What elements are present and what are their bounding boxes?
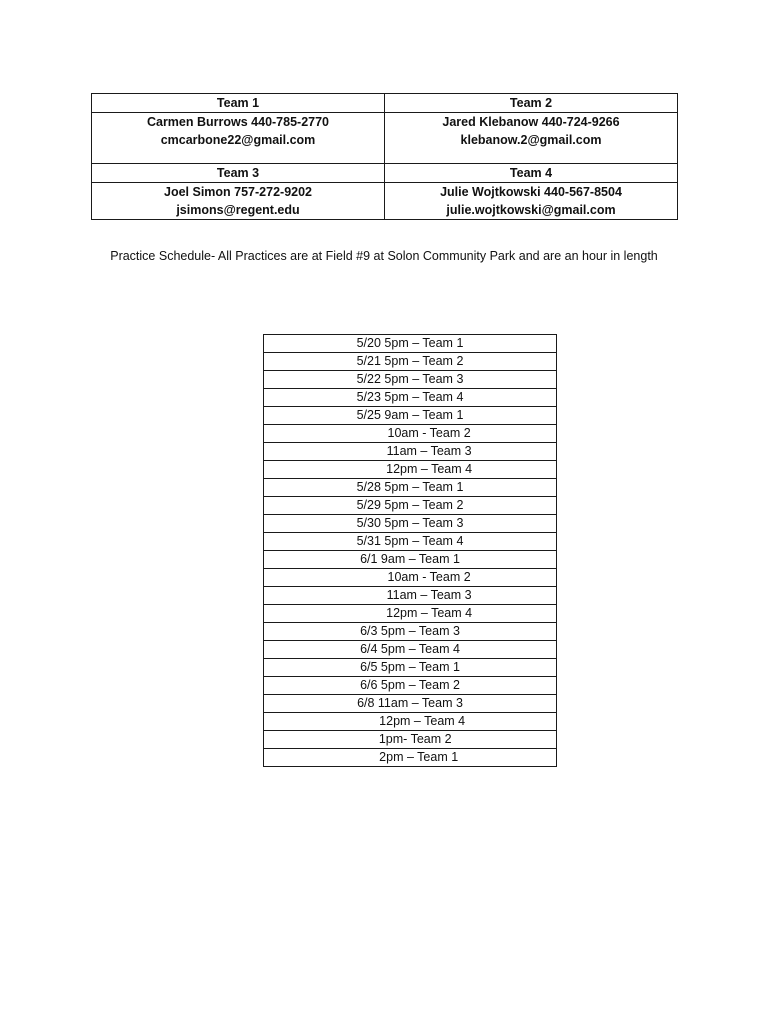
schedule-entry: 6/8 11am – Team 3 [264, 695, 557, 713]
schedule-entry: 5/20 5pm – Team 1 [264, 335, 557, 353]
team-3-contact [92, 183, 385, 220]
schedule-entry: 5/30 5pm – Team 3 [264, 515, 557, 533]
team-3-coach-phone: Joel Simon 757-272-9202 [164, 185, 312, 199]
schedule-entry: 6/5 5pm – Team 1 [264, 659, 557, 677]
schedule-entry: 11am – Team 3 [264, 443, 557, 461]
schedule-row [264, 605, 557, 623]
schedule-entry: 6/4 5pm – Team 4 [264, 641, 557, 659]
schedule-row [264, 587, 557, 605]
schedule-entry: 12pm – Team 4 [264, 713, 557, 731]
schedule-row [264, 353, 557, 371]
team-2-header: Team 2 [385, 94, 678, 113]
team-4-email: julie.wojtkowski@gmail.com [446, 203, 616, 217]
team-header-row [92, 164, 678, 183]
schedule-entry: 11am – Team 3 [264, 587, 557, 605]
schedule-entry: 6/1 9am – Team 1 [264, 551, 557, 569]
schedule-row [264, 533, 557, 551]
schedule-row [264, 677, 557, 695]
schedule-row [264, 713, 557, 731]
schedule-row [264, 443, 557, 461]
schedule-entry: 1pm- Team 2 [264, 731, 557, 749]
schedule-row [264, 551, 557, 569]
schedule-entry: 6/6 5pm – Team 2 [264, 677, 557, 695]
schedule-entry: 10am - Team 2 [264, 569, 557, 587]
team-2-coach-phone: Jared Klebanow 440-724-9266 [442, 115, 620, 129]
schedule-row [264, 461, 557, 479]
team-1-contact [92, 113, 385, 164]
schedule-row [264, 515, 557, 533]
schedule-row [264, 425, 557, 443]
schedule-entry: 2pm – Team 1 [264, 749, 557, 767]
schedule-entry: 12pm – Team 4 [264, 605, 557, 623]
schedule-row [264, 731, 557, 749]
practice-schedule-table [263, 334, 557, 767]
schedule-entry: 5/23 5pm – Team 4 [264, 389, 557, 407]
schedule-entry: 12pm – Team 4 [264, 461, 557, 479]
team-contact-row [92, 183, 678, 220]
schedule-row [264, 389, 557, 407]
team-1-email: cmcarbone22@gmail.com [160, 133, 316, 147]
schedule-entry: 5/31 5pm – Team 4 [264, 533, 557, 551]
schedule-entry: 5/22 5pm – Team 3 [264, 371, 557, 389]
team-1-header: Team 1 [92, 94, 385, 113]
schedule-row [264, 623, 557, 641]
team-4-coach-phone: Julie Wojtkowski 440-567-8504 [440, 185, 622, 199]
schedule-entry: 5/21 5pm – Team 2 [264, 353, 557, 371]
schedule-row [264, 335, 557, 353]
schedule-row [264, 497, 557, 515]
schedule-entry: 10am - Team 2 [264, 425, 557, 443]
schedule-entry: 5/29 5pm – Team 2 [264, 497, 557, 515]
team-3-header: Team 3 [92, 164, 385, 183]
schedule-row [264, 641, 557, 659]
schedule-row [264, 659, 557, 677]
team-4-contact [385, 183, 678, 220]
team-1-coach-phone: Carmen Burrows 440-785-2770 [146, 115, 330, 129]
team-4-header: Team 4 [385, 164, 678, 183]
schedule-row [264, 569, 557, 587]
schedule-row [264, 479, 557, 497]
team-header-row [92, 94, 678, 113]
team-3-email: jsimons@regent.edu [176, 203, 300, 217]
schedule-row [264, 749, 557, 767]
schedule-row [264, 371, 557, 389]
team-contacts-table [91, 93, 678, 220]
schedule-entry: 5/28 5pm – Team 1 [264, 479, 557, 497]
team-2-contact [385, 113, 678, 164]
team-contact-row [92, 113, 678, 164]
practice-schedule-note: Practice Schedule- All Practices are at Field #9 at Solon Community Park and are an hour in length [110, 249, 658, 263]
schedule-entry: 6/3 5pm – Team 3 [264, 623, 557, 641]
schedule-entry: 5/25 9am – Team 1 [264, 407, 557, 425]
schedule-row [264, 407, 557, 425]
schedule-row [264, 695, 557, 713]
team-2-email: klebanow.2@gmail.com [460, 133, 602, 147]
